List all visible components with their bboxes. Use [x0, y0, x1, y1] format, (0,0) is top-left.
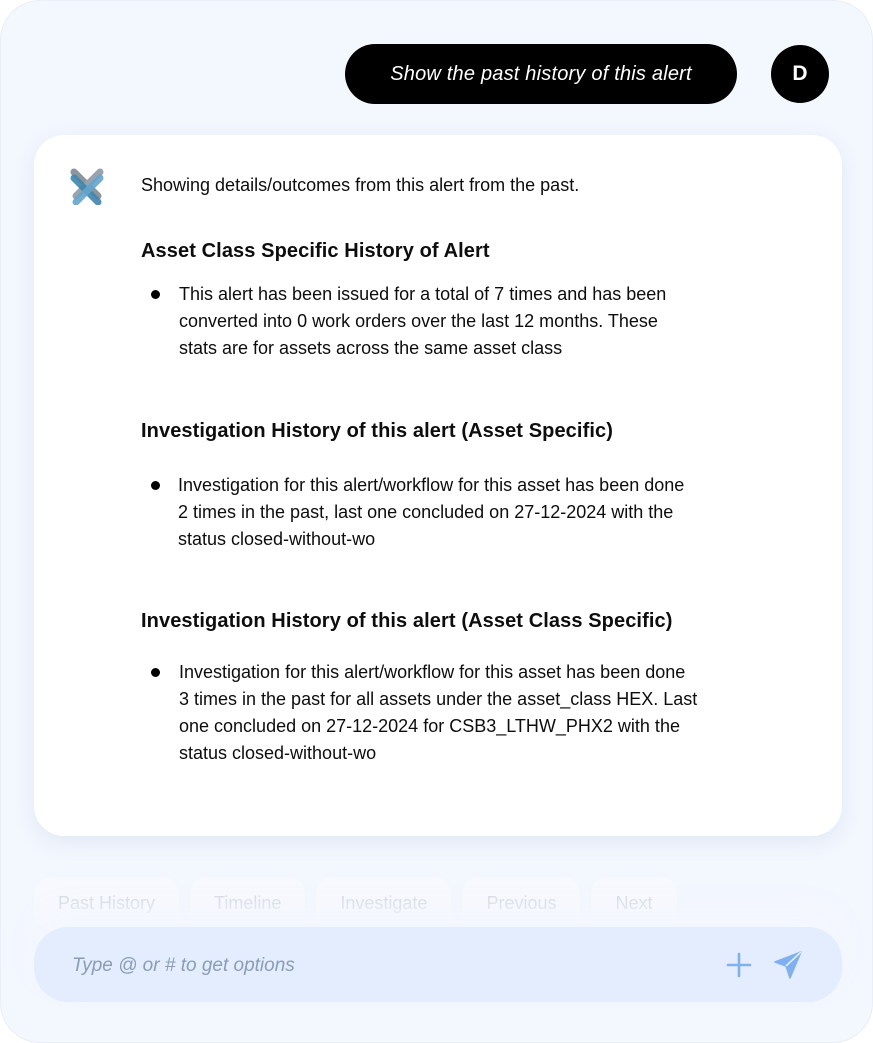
bullet-line: 3 times in the past for all assets under the asset_class HEX. Last: [179, 689, 698, 709]
section-title-investigation-asset-class: Investigation History of this alert (Asset Class Specific): [141, 610, 673, 632]
plus-icon[interactable]: [726, 952, 752, 978]
chip-past-history[interactable]: Past History: [34, 877, 179, 929]
bullet-dot: [151, 668, 160, 677]
section-title-investigation-asset: Investigation History of this alert (Asset Specific): [141, 420, 613, 442]
chip-timeline[interactable]: Timeline: [190, 877, 305, 929]
bullet-line: Investigation for this alert/workflow for this asset has been done: [179, 662, 686, 682]
section-title-asset-class-history: Asset Class Specific History of Alert: [141, 240, 490, 262]
section-bullet-investigation-asset: [178, 472, 798, 553]
chip-previous[interactable]: Previous: [462, 877, 580, 929]
bullet-dot: [151, 481, 160, 490]
chip-next[interactable]: Next: [591, 877, 676, 929]
bullet-line: status closed-without-wo: [178, 529, 376, 549]
message-input[interactable]: [70, 927, 714, 1004]
bullet-line: This alert has been issued for a total of 7 times and has been: [179, 284, 667, 304]
bullet-line: 2 times in the past, last one concluded on 27-12-2024 with the: [178, 502, 674, 522]
quick-action-chips: [34, 877, 677, 929]
assistant-response-card: [34, 135, 842, 836]
bullet-line: Investigation for this alert/workflow for this asset has been done: [178, 475, 685, 495]
bullet-dot: [151, 290, 160, 299]
section-bullet-investigation-asset-class: [179, 659, 799, 767]
bullet-line: status closed-without-wo: [179, 743, 377, 763]
bullet-line: converted into 0 work orders over the last 12 months. These: [179, 311, 658, 331]
user-message-bubble: Show the past history of this alert: [345, 44, 737, 104]
message-input-bar: [34, 927, 842, 1002]
assistant-logo-icon: [67, 165, 107, 205]
user-message-row: [345, 44, 829, 104]
response-intro: Showing details/outcomes from this alert from the past.: [141, 175, 580, 195]
send-icon[interactable]: [773, 950, 803, 980]
chip-investigate[interactable]: Investigate: [316, 877, 451, 929]
user-avatar[interactable]: D: [771, 45, 829, 103]
bullet-line: stats are for assets across the same asset class: [179, 338, 563, 358]
bullet-line: one concluded on 27-12-2024 for CSB3_LTHW_PHX2 with the: [179, 716, 680, 736]
section-bullet-asset-class-history: [179, 281, 799, 362]
